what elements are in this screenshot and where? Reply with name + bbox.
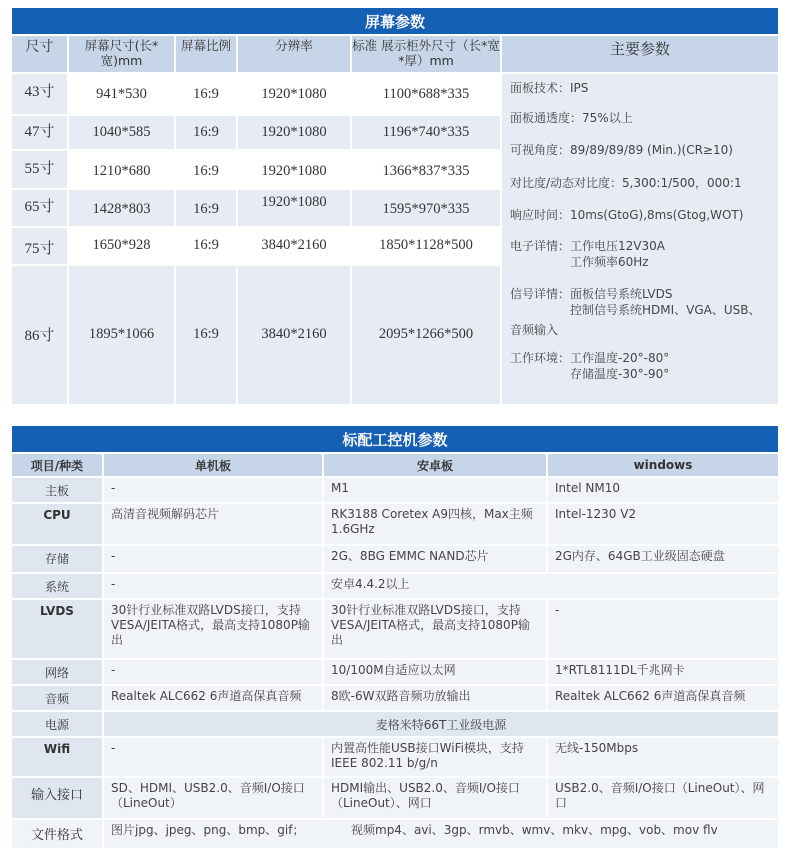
table-row: 网络 [12, 660, 102, 684]
cell-resolution: 3840*2160 [261, 326, 327, 342]
cell-android: 10/100M自适应以太网 [324, 660, 546, 684]
cell-resolution: 1920*1080 [261, 163, 327, 179]
header-ratio: 屏幕比例 [176, 36, 236, 72]
cell-single: SD、HDMI、USB2.0、音频I/O接口（LineOut） [104, 778, 322, 818]
table-row: 47寸 [12, 116, 67, 149]
cell-resolution: 1920*1080 [261, 86, 327, 102]
cell-single: - [104, 546, 322, 572]
cell-outer-size: 1595*970*335 [382, 201, 470, 217]
cell-screen-size: 1895*1066 [88, 326, 155, 342]
cell-android: 内置高性能USB接口WiFi模块，支持IEEE 802.11 b/g/n [324, 738, 546, 776]
ipc-header-single: 单机板 [104, 454, 322, 476]
header-resolution: 分辨率 [238, 36, 350, 72]
cell-android: 8欧-6W双路音频功放输出 [324, 686, 546, 710]
table-row: 主板 [12, 478, 102, 502]
cell-ratio: 16:9 [193, 201, 219, 217]
cell-screen-size: 941*530 [96, 86, 147, 102]
cell-windows: Intel-1230 V2 [548, 504, 778, 544]
cell-single: - [104, 478, 322, 502]
param-view-angle: 可视角度：89/89/89/89 (Min.)(CR≥10) [510, 143, 733, 157]
table-row: Wifi [12, 738, 102, 776]
cell-single: - [104, 738, 322, 776]
table-row: LVDS [12, 600, 102, 658]
param-contrast: 对比度/动态对比度：5,300:1/500，000:1 [510, 176, 742, 190]
header-size: 尺寸 [12, 36, 67, 72]
table-row: 65寸 [12, 190, 67, 226]
header-outer-size: 标准 展示柜外尺寸（长*宽*厚）mm [352, 36, 500, 72]
cell-single: - [104, 660, 322, 684]
table-row: 系统 [12, 574, 102, 598]
cell-outer-size: 1196*740*335 [382, 124, 470, 140]
screen-params-title: 屏幕参数 [364, 12, 425, 31]
cell-outer-size: 2095*1266*500 [378, 326, 474, 342]
cell-android: HDMI输出、USB2.0、音频I/O接口（LineOut）、网口 [324, 778, 546, 818]
table-row: 86寸 [12, 266, 67, 404]
param-signal: 信号详情：面板信号系统LVDS 控制信号系统HDMI、VGA、USB、 音频输入 [510, 287, 761, 337]
table-row: 43寸 [12, 74, 67, 114]
cell-screen-size: 1040*585 [92, 124, 151, 140]
cell-windows: 无线-150Mbps [548, 738, 778, 776]
cell-android: 30针行业标准双路LVDS接口，支持VESA/JEITA格式，最高支持1080P输出 [324, 600, 546, 658]
table-row: CPU [12, 504, 102, 544]
cell-outer-size: 1850*1128*500 [379, 237, 473, 253]
cell-windows: - [548, 600, 778, 658]
cell-resolution: 1920*1080 [261, 194, 327, 210]
cell-screen-size: 1428*803 [92, 201, 151, 217]
cell-ratio: 16:9 [193, 163, 219, 179]
param-panel-tech: 面板技术：IPS [510, 81, 589, 95]
cell-windows: 1*RTL8111DL千兆网卡 [548, 660, 778, 684]
cell-outer-size: 1100*688*335 [382, 86, 470, 102]
header-screen-size: 屏幕尺寸(长*宽)mm [69, 36, 174, 72]
ipc-params-title: 标配工控机参数 [342, 430, 448, 449]
cell-windows: Intel NM10 [548, 478, 778, 502]
table-row: 音频 [12, 686, 102, 710]
cell-ratio: 16:9 [193, 237, 219, 253]
cell-videos: 视频mp4、avi、3gp、rmvb、wmv、mkv、mpg、vob、mov flv [344, 820, 778, 848]
cell-windows: Realtek ALC662 6声道高保真音频 [548, 686, 778, 710]
cell-android: M1 [324, 478, 546, 502]
cell-outer-size: 1366*837*335 [382, 163, 470, 179]
cell-android: 安卓4.4.2以上 [324, 574, 778, 598]
cell-resolution: 1920*1080 [261, 124, 327, 140]
cell-single: Realtek ALC662 6声道高保真音频 [104, 686, 322, 710]
table-row: 75寸 [12, 228, 67, 264]
cell-ratio: 16:9 [193, 86, 219, 102]
cell-ratio: 16:9 [193, 124, 219, 140]
table-row: 文件格式 [12, 820, 102, 848]
ipc-header-item: 项目/种类 [12, 454, 102, 476]
param-electric: 电子详情：工作电压12V30A 工作频率60Hz [510, 239, 665, 269]
ipc-params-banner [12, 426, 778, 452]
cell-android: 2G、8BG EMMC NAND芯片 [324, 546, 546, 572]
cell-images: 图片jpg、jpeg、png、bmp、gif； [104, 820, 344, 848]
param-transparency: 面板通透度：75%以上 [510, 111, 633, 125]
cell-windows: 2G内存、64GB工业级固态硬盘 [548, 546, 778, 572]
ipc-header-windows: windows [548, 454, 778, 476]
table-row: 55寸 [12, 151, 67, 188]
cell-single: 高清音视频解码芯片 [104, 504, 322, 544]
table-row: 电源 [12, 712, 102, 736]
ipc-header-android: 安卓板 [324, 454, 546, 476]
cell-windows: USB2.0、音频I/O接口（LineOut）、网口 [548, 778, 778, 818]
cell-android: RK3188 Coretex A9四核，Max主频1.6GHz [324, 504, 546, 544]
param-environment: 工作环境：工作温度-20°-80° 存储温度-30°-90° [510, 351, 670, 381]
cell-screen-size: 1210*680 [92, 163, 151, 179]
table-row: 存储 [12, 546, 102, 572]
cell-screen-size: 1650*928 [92, 237, 151, 253]
cell-resolution: 3840*2160 [261, 237, 327, 253]
screen-params-banner [12, 8, 778, 34]
cell-single: - [104, 574, 322, 598]
cell-ratio: 16:9 [193, 326, 219, 342]
param-response: 响应时间：10ms(GtoG),8ms(Gtog,WOT) [510, 208, 744, 222]
table-row: 输入接口 [12, 778, 102, 818]
cell-single: 30针行业标准双路LVDS接口，支持VESA/JEITA格式，最高支持1080P输出 [104, 600, 322, 658]
cell-power-merged: 麦格米特66T工业级电源 [104, 712, 778, 736]
header-main-params: 主要参数 [502, 36, 778, 72]
main-params-panel [502, 74, 778, 404]
